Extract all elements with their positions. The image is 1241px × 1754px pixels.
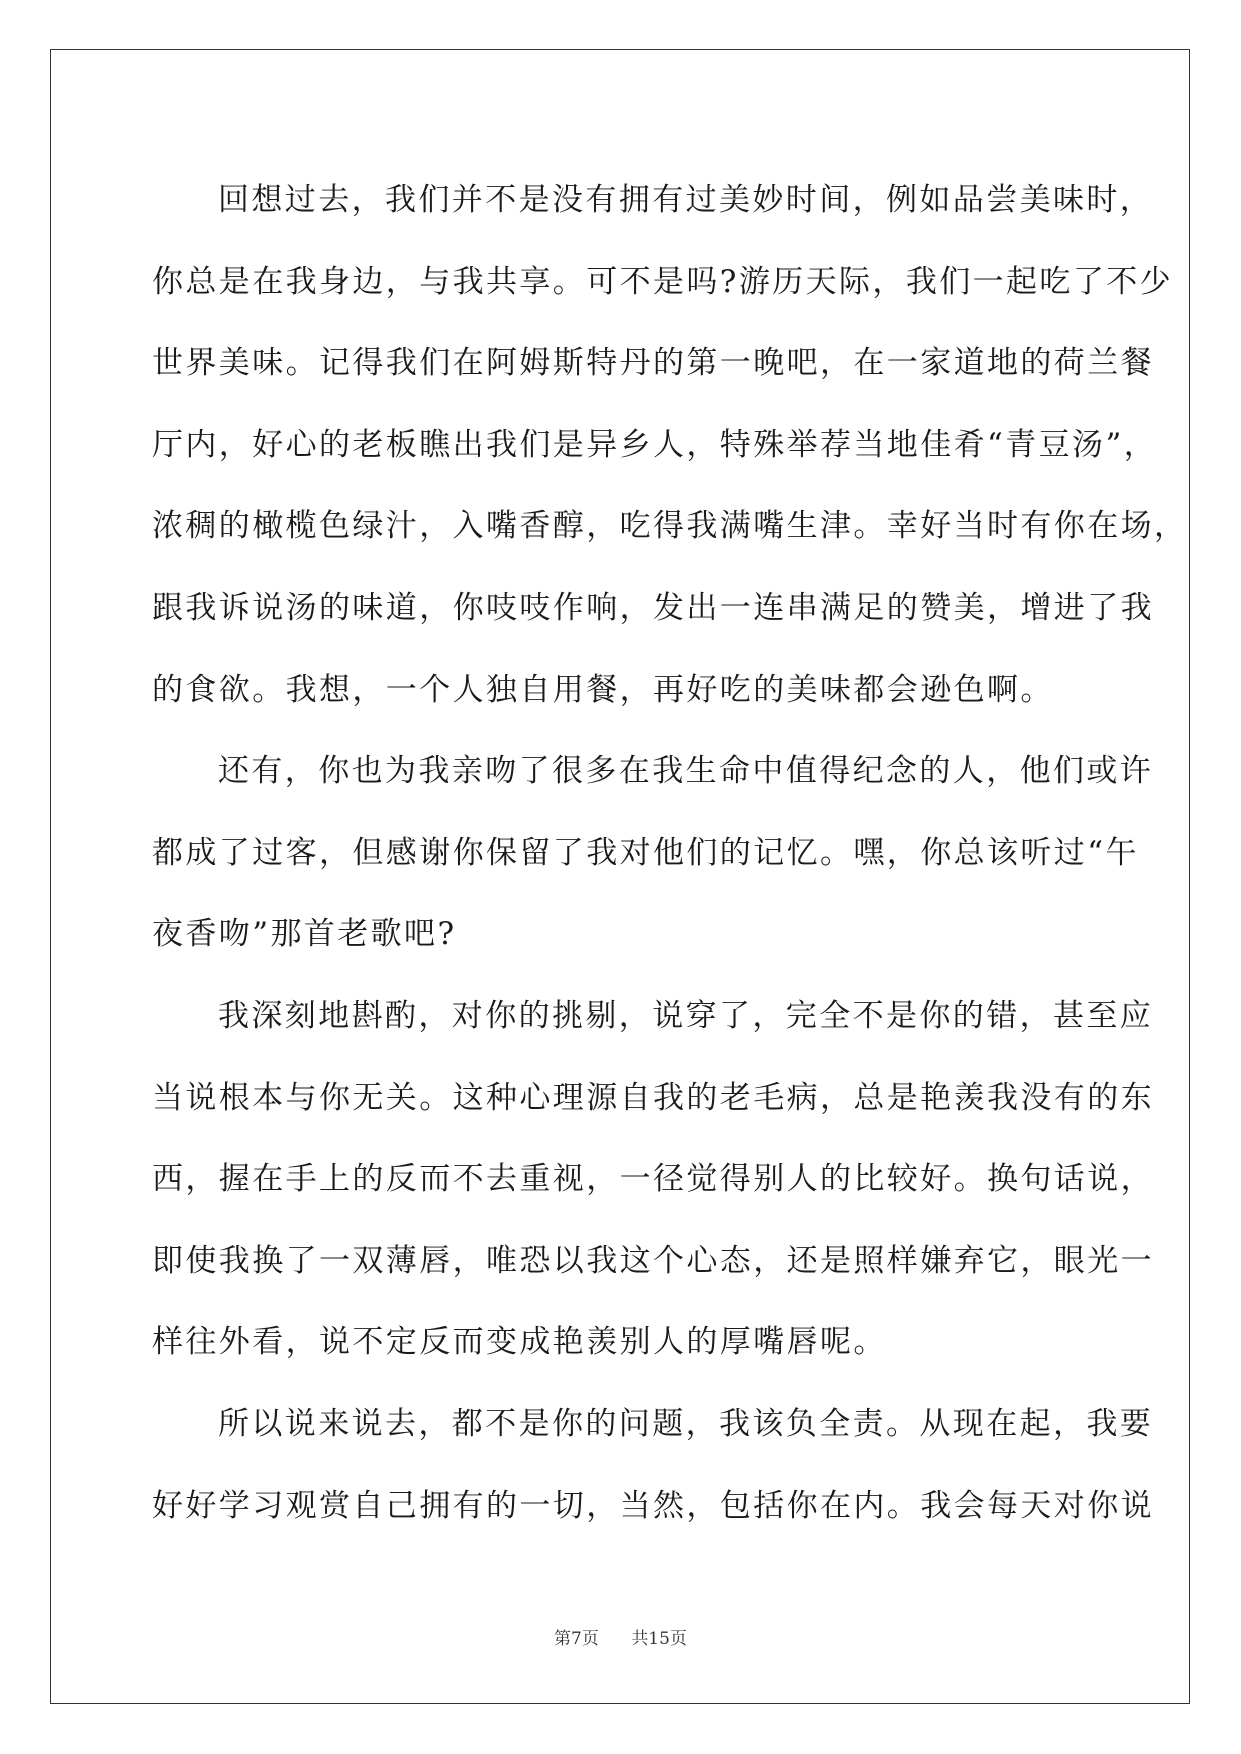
paragraph-line: 跟我诉说汤的味道，你吱吱作响，发出一连串满足的赞美，增进了我: [152, 589, 1154, 626]
document-body: [152, 160, 1188, 1547]
paragraph-line: 好好学习观赏自己拥有的一切，当然，包括你在内。我会每天对你说: [152, 1487, 1154, 1524]
paragraph-line: 夜香吻”那首老歌吧?: [152, 916, 457, 953]
paragraph-line: 西，握在手上的反而不去重视，一径觉得别人的比较好。换句话说，: [152, 1161, 1154, 1198]
paragraph-line: 回想过去，我们并不是没有拥有过美妙时间，例如品尝美味时，: [218, 182, 1154, 218]
paragraph-line: 浓稠的橄榄色绿汁，入嘴香醇，吃得我满嘴生津。幸好当时有你在场，: [152, 508, 1188, 545]
paragraph-line: 我深刻地斟酌，对你的挑剔，说穿了，完全不是你的错，甚至应: [218, 997, 1154, 1034]
page-number: 第7页: [554, 1629, 599, 1649]
paragraph-line: 样往外看，说不定反而变成艳羡别人的厚嘴唇呢。: [152, 1324, 887, 1361]
paragraph-line: 当说根本与你无关。这种心理源自我的老毛病，总是艳羡我没有的东: [152, 1079, 1154, 1116]
page-footer: [0, 1624, 1241, 1649]
paragraph-line: 所以说来说去，都不是你的问题，我该负全责。从现在起，我要: [218, 1405, 1154, 1442]
paragraph-line: 厅内，好心的老板瞧出我们是异乡人，特殊举荐当地佳肴“青豆汤”，: [152, 426, 1158, 463]
page-total: 共15页: [631, 1629, 687, 1649]
paragraph-line: 的食欲。我想，一个人独自用餐，再好吃的美味都会逊色啊。: [152, 671, 1054, 708]
paragraph-line: 你总是在我身边，与我共享。可不是吗?游历天际，我们一起吃了不少: [152, 263, 1174, 300]
paragraph-line: 世界美味。记得我们在阿姆斯特丹的第一晚吧，在一家道地的荷兰餐: [152, 345, 1154, 382]
paragraph-line: 都成了过客，但感谢你保留了我对他们的记忆。嘿，你总该听过“午: [152, 834, 1139, 871]
paragraph-line: 即使我换了一双薄唇，唯恐以我这个心态，还是照样嫌弃它，眼光一: [152, 1242, 1154, 1279]
paragraph-line: 还有，你也为我亲吻了很多在我生命中值得纪念的人，他们或许: [218, 753, 1154, 790]
